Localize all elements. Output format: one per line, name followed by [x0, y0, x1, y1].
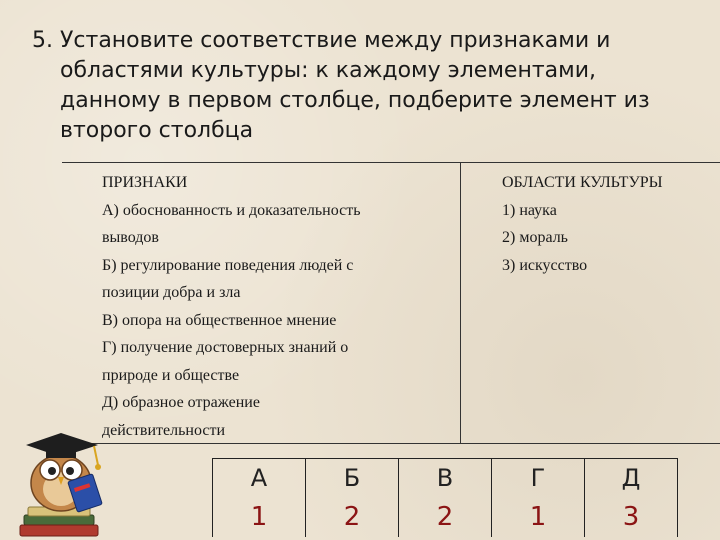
features-header: ПРИЗНАКИ: [102, 174, 188, 191]
answer-letter: Д: [585, 459, 678, 498]
culture-areas-header: ОБЛАСТИ КУЛЬТУРЫ: [502, 174, 663, 191]
answer-value: 1: [492, 497, 585, 537]
answer-letter: В: [399, 459, 492, 498]
question-text: [32, 26, 702, 146]
answer-table-header-row: [213, 459, 678, 498]
culture-area-item: 3) искусство: [502, 256, 588, 274]
feature-line: природе и обществе: [102, 366, 240, 384]
feature-line: А) обоснованность и доказательность: [102, 201, 361, 219]
answer-letter: Б: [306, 459, 399, 498]
culture-areas-column: [502, 169, 717, 279]
question-line: областями культуры: к каждому элементами,: [60, 58, 597, 83]
question-line: второго столбца: [60, 118, 254, 143]
feature-line: выводов: [102, 229, 159, 246]
answer-letter: Г: [492, 459, 585, 498]
answer-value: 3: [585, 497, 678, 537]
culture-area-item: 1) наука: [502, 201, 557, 219]
feature-line: В) опора на общественное мнение: [102, 311, 337, 329]
answer-table: [212, 458, 678, 537]
column-divider: [460, 163, 461, 443]
answer-letter: А: [213, 459, 306, 498]
question-number: 5.: [32, 28, 53, 53]
answer-table-values-row: [213, 497, 678, 537]
feature-line: Г) получение достоверных знаний о: [102, 339, 349, 356]
matching-table: [62, 162, 720, 444]
feature-line: Б) регулирование поведения людей с: [102, 256, 354, 274]
question-body: [32, 26, 702, 146]
answer-value: 1: [213, 497, 306, 537]
feature-line: действительности: [102, 421, 226, 439]
answer-value: 2: [399, 497, 492, 537]
answer-value: 2: [306, 497, 399, 537]
culture-area-item: 2) мораль: [502, 229, 568, 246]
owl-mascot-icon: [6, 415, 116, 540]
features-column: [102, 169, 442, 444]
feature-line: Д) образное отражение: [102, 394, 260, 411]
question-line: Установите соответствие между признаками и: [60, 28, 611, 53]
question-line: данному в первом столбце, подберите элемент из: [60, 88, 650, 113]
feature-line: позиции добра и зла: [102, 284, 241, 301]
